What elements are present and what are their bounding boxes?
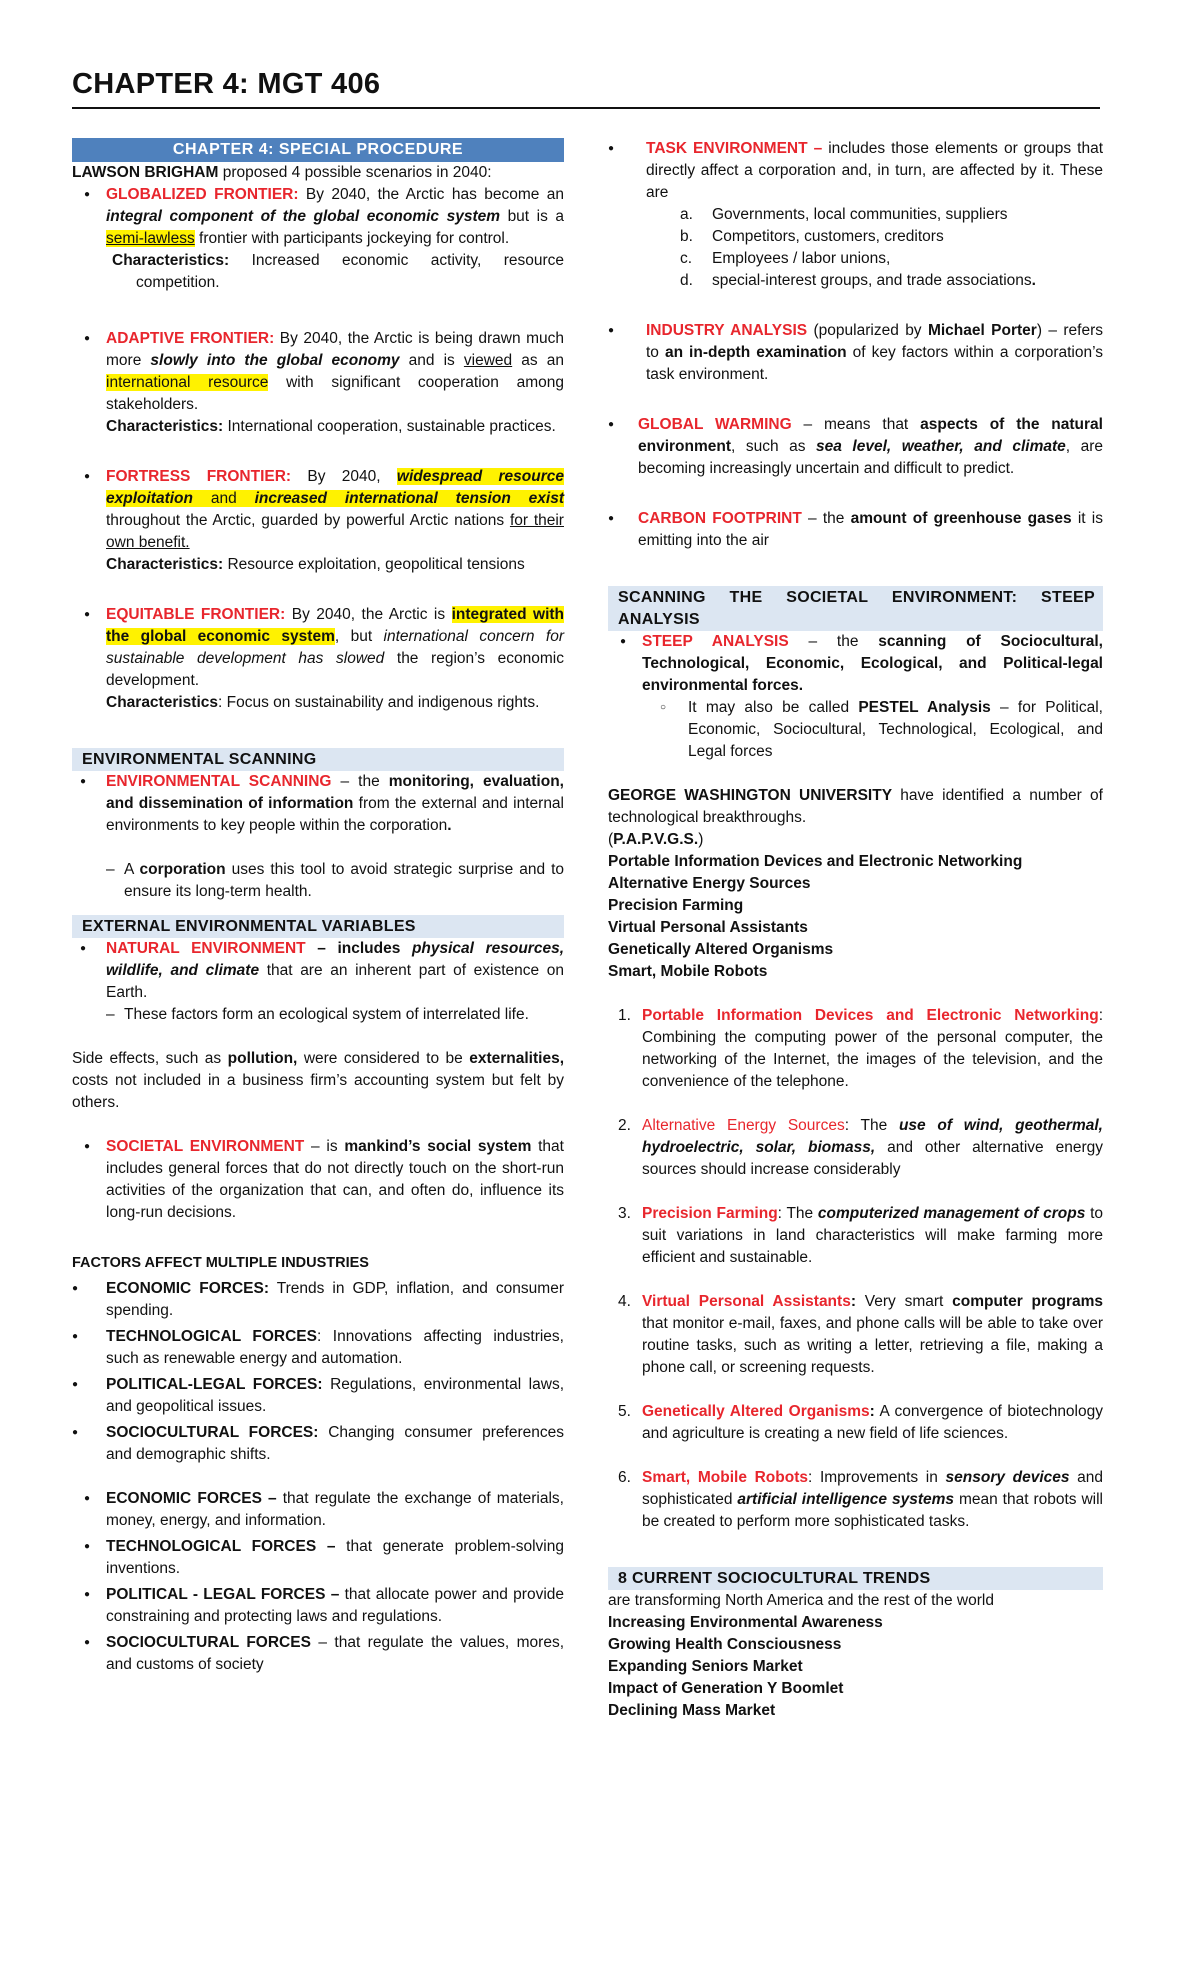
item-label: Alternative Energy Sources xyxy=(642,1117,845,1134)
industry-analysis-def xyxy=(608,320,1103,386)
ne-dash-item xyxy=(72,1004,564,1026)
item-t3: mean that robots will be created to perform more sophisticated tasks. xyxy=(642,1491,1103,1530)
item-text: : Combining the computing power of the personal computer, the networking of the Internet, the images of the television, and the convenience of the telephone. xyxy=(642,1007,1103,1090)
force-item xyxy=(72,1632,564,1676)
te-letter: c. xyxy=(680,250,693,267)
es-dot: . xyxy=(447,817,452,834)
cf-label: CARBON FOOTPRINT xyxy=(638,510,802,527)
sa-label: STEEP ANALYSIS xyxy=(642,633,789,650)
trend-item: Growing Health Consciousness xyxy=(608,1636,842,1653)
factor-text: Trends in GDP, inflation, and consumer spending. xyxy=(106,1280,564,1319)
te-list-item xyxy=(608,248,1103,270)
item-label: Genetically Altered Organisms xyxy=(642,1403,870,1420)
factor-text: Changing consumer preferences and demographic shifts. xyxy=(106,1424,565,1463)
left-column xyxy=(72,138,564,1676)
trend-item: Impact of Generation Y Boomlet xyxy=(608,1680,844,1697)
pestel-t2: – for Political, Economic, Sociocultural, Technological, Ecological, and Legal forces xyxy=(688,699,1103,760)
gw-b: aspects of the natural environment xyxy=(638,416,1103,455)
side-t3: costs not included in a business firm’s accounting system but felt by others. xyxy=(72,1072,564,1111)
item-number: 5. xyxy=(618,1403,631,1420)
gwu-b: GEORGE WASHINGTON UNIVERSITY xyxy=(608,787,893,804)
af-char-label: Characteristics: xyxy=(106,418,224,435)
te-list-item xyxy=(608,226,1103,248)
item-number: 3. xyxy=(618,1205,631,1222)
section-header-sociocultural-trends: 8 CURRENT SOCIOCULTURAL TRENDS xyxy=(608,1567,1103,1590)
item-t2: to suit variations in land characteristics will make farming more efficient and sustainable. xyxy=(642,1205,1103,1266)
numbered-item xyxy=(608,1467,1103,1533)
ff-char-label: Characteristics: xyxy=(106,556,224,573)
item-t1: : The xyxy=(777,1205,818,1222)
ef-char-label: Characteristics xyxy=(106,694,219,711)
adaptive-frontier xyxy=(72,328,564,416)
ne-bi: physical resources, wildlife, and climate xyxy=(106,940,565,979)
gw-bi: sea level, weather, and climate xyxy=(816,438,1066,455)
item-colon: : xyxy=(869,1403,875,1420)
te-label: TASK ENVIRONMENT – xyxy=(646,140,823,157)
papvgs xyxy=(608,829,1103,851)
lawson-rest: proposed 4 possible scenarios in 2040: xyxy=(218,164,492,181)
item-t1: : Improvements in xyxy=(808,1469,946,1486)
trend-item: Declining Mass Market xyxy=(608,1702,776,1719)
force-label: TECHNOLOGICAL FORCES – xyxy=(106,1538,336,1555)
es-dash-b: corporation xyxy=(139,861,226,878)
ia-t2: ) – refers to xyxy=(646,322,1104,361)
gf-t3: frontier with participants jockeying for control. xyxy=(194,230,510,247)
gwu-paragraph xyxy=(608,785,1103,829)
item-label: Portable Information Devices and Electronic Networking xyxy=(642,1007,1099,1024)
cf-b: amount of greenhouse gases xyxy=(850,510,1072,527)
es-t1: – the xyxy=(331,773,389,790)
force-item xyxy=(72,1488,564,1532)
af-highlight: international resource xyxy=(106,374,269,391)
ef-highlight: integrated with the global economic system xyxy=(106,606,564,645)
item-bi1: sensory devices xyxy=(945,1469,1070,1486)
force-item xyxy=(72,1584,564,1628)
gf-characteristics xyxy=(72,250,564,294)
gf-char: Increased economic activity, resource competition. xyxy=(136,252,564,291)
equitable-frontier xyxy=(72,604,564,692)
te-list-item xyxy=(608,270,1103,292)
te-t1: includes those elements or groups that directly affect a corporation and, in turn, are affected by it. These are xyxy=(646,140,1103,201)
gf-label: GLOBALIZED FRONTIER: xyxy=(106,186,299,203)
af-bi: slowly into the global economy xyxy=(150,352,400,369)
te-last-dot: . xyxy=(1031,272,1036,289)
item-t2: and other alternative energy sources should increase considerably xyxy=(642,1139,1103,1178)
item-t1: Very smart xyxy=(855,1293,953,1310)
te-text: Competitors, customers, creditors xyxy=(712,228,944,245)
tech-list-item: Alternative Energy Sources xyxy=(608,875,811,892)
af-t4: with significant cooperation among stakeholders. xyxy=(106,374,564,413)
ff-t2: throughout the Arctic, guarded by powerful Arctic nations xyxy=(106,512,510,529)
factor-label: TECHNOLOGICAL FORCES xyxy=(106,1328,317,1345)
sa-b: scanning of Sociocultural, Technological, Economic, Ecological, and Political-legal environmental forces. xyxy=(642,633,1103,694)
page-title: CHAPTER 4: MGT 406 xyxy=(72,68,381,100)
papvgs-open: ( xyxy=(608,831,614,848)
gw-t3: , are becoming increasingly uncertain and difficult to predict. xyxy=(638,438,1103,477)
section-header-environmental-scanning: ENVIRONMENTAL SCANNING xyxy=(72,748,564,771)
factor-item xyxy=(72,1422,564,1466)
factor-label: POLITICAL-LEGAL FORCES: xyxy=(106,1376,323,1393)
environmental-scanning-def xyxy=(80,771,564,837)
cf-t1: – the xyxy=(801,510,851,527)
section-header-special-procedure: CHAPTER 4: SPECIAL PROCEDURE xyxy=(72,138,564,162)
trend-item: Expanding Seniors Market xyxy=(608,1658,803,1675)
papvgs-b: P.A.P.V.G.S. xyxy=(613,831,699,848)
ff-underline: for their own benefit. xyxy=(106,512,564,551)
item-label: Virtual Personal Assistants xyxy=(642,1293,851,1310)
natural-environment-def xyxy=(80,938,564,1004)
ia-t3: of key factors within a corporation’s task environment. xyxy=(646,344,1104,383)
ff-label: FORTRESS FRONTIER: xyxy=(106,468,292,485)
ia-b1: Michael Porter xyxy=(927,322,1037,339)
ia-label: INDUSTRY ANALYSIS xyxy=(646,322,808,339)
factor-label: SOCIOCULTURAL FORCES: xyxy=(106,1424,319,1441)
ff-highlight-1: widespread resource exploitation xyxy=(106,468,564,507)
ef-t3: the region’s economic development. xyxy=(106,650,564,689)
te-letter: b. xyxy=(680,228,693,245)
tech-list-item: Precision Farming xyxy=(608,897,744,914)
item-bi: computerized management of crops xyxy=(817,1205,1086,1222)
ne-t1: – includes xyxy=(305,940,412,957)
gw-t2: , such as xyxy=(731,438,817,455)
cf-t2: it is emitting into the air xyxy=(638,510,1103,549)
ef-label: EQUITABLE FRONTIER: xyxy=(106,606,286,623)
af-t1: By 2040, the Arctic is being drawn much more xyxy=(106,330,564,369)
gw-t1: – means that xyxy=(791,416,921,433)
title-rule xyxy=(72,107,1100,109)
force-label: POLITICAL - LEGAL FORCES – xyxy=(106,1586,340,1603)
pestel-b: PESTEL Analysis xyxy=(858,699,991,716)
te-letter: a. xyxy=(680,206,693,223)
ff-t1: By 2040, xyxy=(291,468,397,485)
se-label: SOCIETAL ENVIRONMENT xyxy=(106,1138,305,1155)
global-warming-def xyxy=(608,414,1103,480)
section-header-steep: SCANNING THE SOCIETAL ENVIRONMENT: STEEP ANALYSIS xyxy=(608,586,1103,631)
numbered-item xyxy=(608,1203,1103,1269)
numbered-item xyxy=(608,1005,1103,1093)
item-colon: : xyxy=(850,1293,856,1310)
te-letter: d. xyxy=(680,272,693,289)
ef-characteristics xyxy=(72,692,564,714)
gwu-t: have identified a number of technological breakthroughs. xyxy=(608,787,1103,826)
item-label: Smart, Mobile Robots xyxy=(642,1469,808,1486)
numbered-item xyxy=(608,1115,1103,1181)
side-t2: were considered to be xyxy=(297,1050,470,1067)
item-t1: A convergence of biotechnology and agriculture is creating a new field of life sciences. xyxy=(642,1403,1103,1442)
af-characteristics xyxy=(72,416,564,438)
factor-item xyxy=(72,1374,564,1418)
side-b1: pollution, xyxy=(227,1050,298,1067)
af-label: ADAPTIVE FRONTIER: xyxy=(106,330,275,347)
te-text: Employees / labor unions, xyxy=(712,250,891,267)
ff-characteristics xyxy=(72,554,564,576)
ia-b2: an in-depth examination xyxy=(664,344,847,361)
tech-list-item: Portable Information Devices and Electronic Networking xyxy=(608,853,1023,870)
ef-italic: international concern for sustainable development has slowed xyxy=(106,628,565,667)
sa-t1: – the xyxy=(788,633,879,650)
ne-t2: that are an inherent part of existence on Earth. xyxy=(106,962,564,1001)
carbon-footprint-def xyxy=(608,508,1103,552)
af-t2: and is xyxy=(399,352,464,369)
item-number: 1. xyxy=(618,1007,631,1024)
ne-label: NATURAL ENVIRONMENT xyxy=(106,940,306,957)
ia-t1: (popularized by xyxy=(807,322,928,339)
item-bi2: artificial intelligence systems xyxy=(737,1491,955,1508)
gf-highlight: semi-lawless xyxy=(106,230,195,247)
task-environment-def xyxy=(608,138,1103,204)
ef-char: : Focus on sustainability and indigenous rights. xyxy=(218,694,540,711)
se-t2: that includes general forces that do not directly touch on the short-run activities of the organization that can, and often do, influence its long-run decisions. xyxy=(106,1138,564,1221)
side-effects-paragraph xyxy=(72,1048,564,1114)
factor-label: ECONOMIC FORCES: xyxy=(106,1280,269,1297)
factor-item xyxy=(72,1326,564,1370)
item-number: 4. xyxy=(618,1293,631,1310)
numbered-item xyxy=(608,1401,1103,1445)
gw-label: GLOBAL WARMING xyxy=(638,416,792,433)
ff-char: Resource exploitation, geopolitical tensions xyxy=(223,556,525,573)
factor-text: Regulations, environmental laws, and geopolitical issues. xyxy=(106,1376,565,1415)
right-column xyxy=(608,138,1103,1722)
pestel-t1: It may also be called xyxy=(688,699,859,716)
af-underline: viewed xyxy=(463,352,513,369)
section-header-external-variables: EXTERNAL ENVIRONMENTAL VARIABLES xyxy=(72,915,564,938)
force-text: – that regulate the values, mores, and customs of society xyxy=(106,1634,564,1673)
es-dash-t1: A xyxy=(124,861,140,878)
es-dash-item xyxy=(72,859,564,903)
factor-text: : Innovations affecting industries, such as renewable energy and automation. xyxy=(106,1328,564,1367)
te-list-item xyxy=(608,204,1103,226)
es-label: ENVIRONMENTAL SCANNING xyxy=(106,773,332,790)
side-b2: externalities, xyxy=(469,1050,565,1067)
tech-list-item: Virtual Personal Assistants xyxy=(608,919,808,936)
ef-t2: , but xyxy=(334,628,384,645)
steep-analysis-def xyxy=(608,631,1103,697)
tech-list-item: Smart, Mobile Robots xyxy=(608,963,768,980)
ff-highlight-and: and xyxy=(192,490,255,507)
force-label: ECONOMIC FORCES – xyxy=(106,1490,277,1507)
trends-intro: are transforming North America and the rest of the world xyxy=(608,1592,994,1609)
lawson-intro xyxy=(72,162,564,184)
factors-header: FACTORS AFFECT MULTIPLE INDUSTRIES xyxy=(72,1255,369,1271)
item-t2: and sophisticated xyxy=(642,1469,1104,1508)
item-t2: that monitor e-mail, faxes, and phone calls will be able to take over routine tasks, such as writing a letter, retrieving a file, making a phone call, or screening requests. xyxy=(642,1315,1103,1376)
af-t3: as an xyxy=(512,352,564,369)
gf-t2: but is a xyxy=(500,208,564,225)
pestel-item xyxy=(608,697,1103,763)
gf-char-label: Characteristics: xyxy=(112,252,230,269)
societal-environment-def xyxy=(72,1136,564,1224)
side-t1: Side effects, such as xyxy=(72,1050,228,1067)
force-text: that generate problem-solving inventions. xyxy=(106,1538,564,1577)
item-b: computer programs xyxy=(952,1293,1104,1310)
gf-t1: By 2040, the Arctic has become an xyxy=(298,186,564,203)
item-number: 2. xyxy=(618,1117,631,1134)
tech-list-item: Genetically Altered Organisms xyxy=(608,941,834,958)
item-bi: use of wind, geothermal, hydroelectric, solar, biomass, xyxy=(642,1117,1103,1156)
item-number: 6. xyxy=(618,1469,631,1486)
globalized-frontier xyxy=(72,184,564,250)
force-text: that regulate the exchange of materials, money, energy, and information. xyxy=(106,1490,564,1529)
ef-t1: By 2040, the Arctic is xyxy=(285,606,452,623)
ne-dash: These factors form an ecological system of interrelated life. xyxy=(124,1006,529,1023)
se-t1: – is xyxy=(304,1138,345,1155)
te-text: special-interest groups, and trade associations xyxy=(712,272,1032,289)
factor-item xyxy=(72,1278,564,1322)
lawson-name: LAWSON BRIGHAM xyxy=(72,164,219,181)
es-dash-t2: uses this tool to avoid strategic surprise and to ensure its long-term health. xyxy=(124,861,564,900)
te-text: Governments, local communities, suppliers xyxy=(712,206,1008,223)
force-text: that allocate power and provide constraining and protecting laws and regulations. xyxy=(106,1586,565,1625)
se-b: mankind’s social system xyxy=(344,1138,532,1155)
af-char: International cooperation, sustainable practices. xyxy=(223,418,556,435)
papvgs-close: ) xyxy=(698,831,704,848)
force-item xyxy=(72,1536,564,1580)
fortress-frontier xyxy=(72,466,564,554)
gf-bi: integral component of the global economic system xyxy=(106,208,501,225)
es-b1: monitoring, evaluation, and dissemination of information xyxy=(106,773,564,812)
trend-item: Increasing Environmental Awareness xyxy=(608,1614,883,1631)
force-label: SOCIOCULTURAL FORCES xyxy=(106,1634,311,1651)
item-label: Precision Farming xyxy=(642,1205,778,1222)
es-t2: from the external and internal environments to key people within the corporation xyxy=(106,795,564,834)
ff-highlight-2: increased international tension exist xyxy=(254,490,564,507)
item-t1: : The xyxy=(844,1117,899,1134)
numbered-item xyxy=(608,1291,1103,1379)
